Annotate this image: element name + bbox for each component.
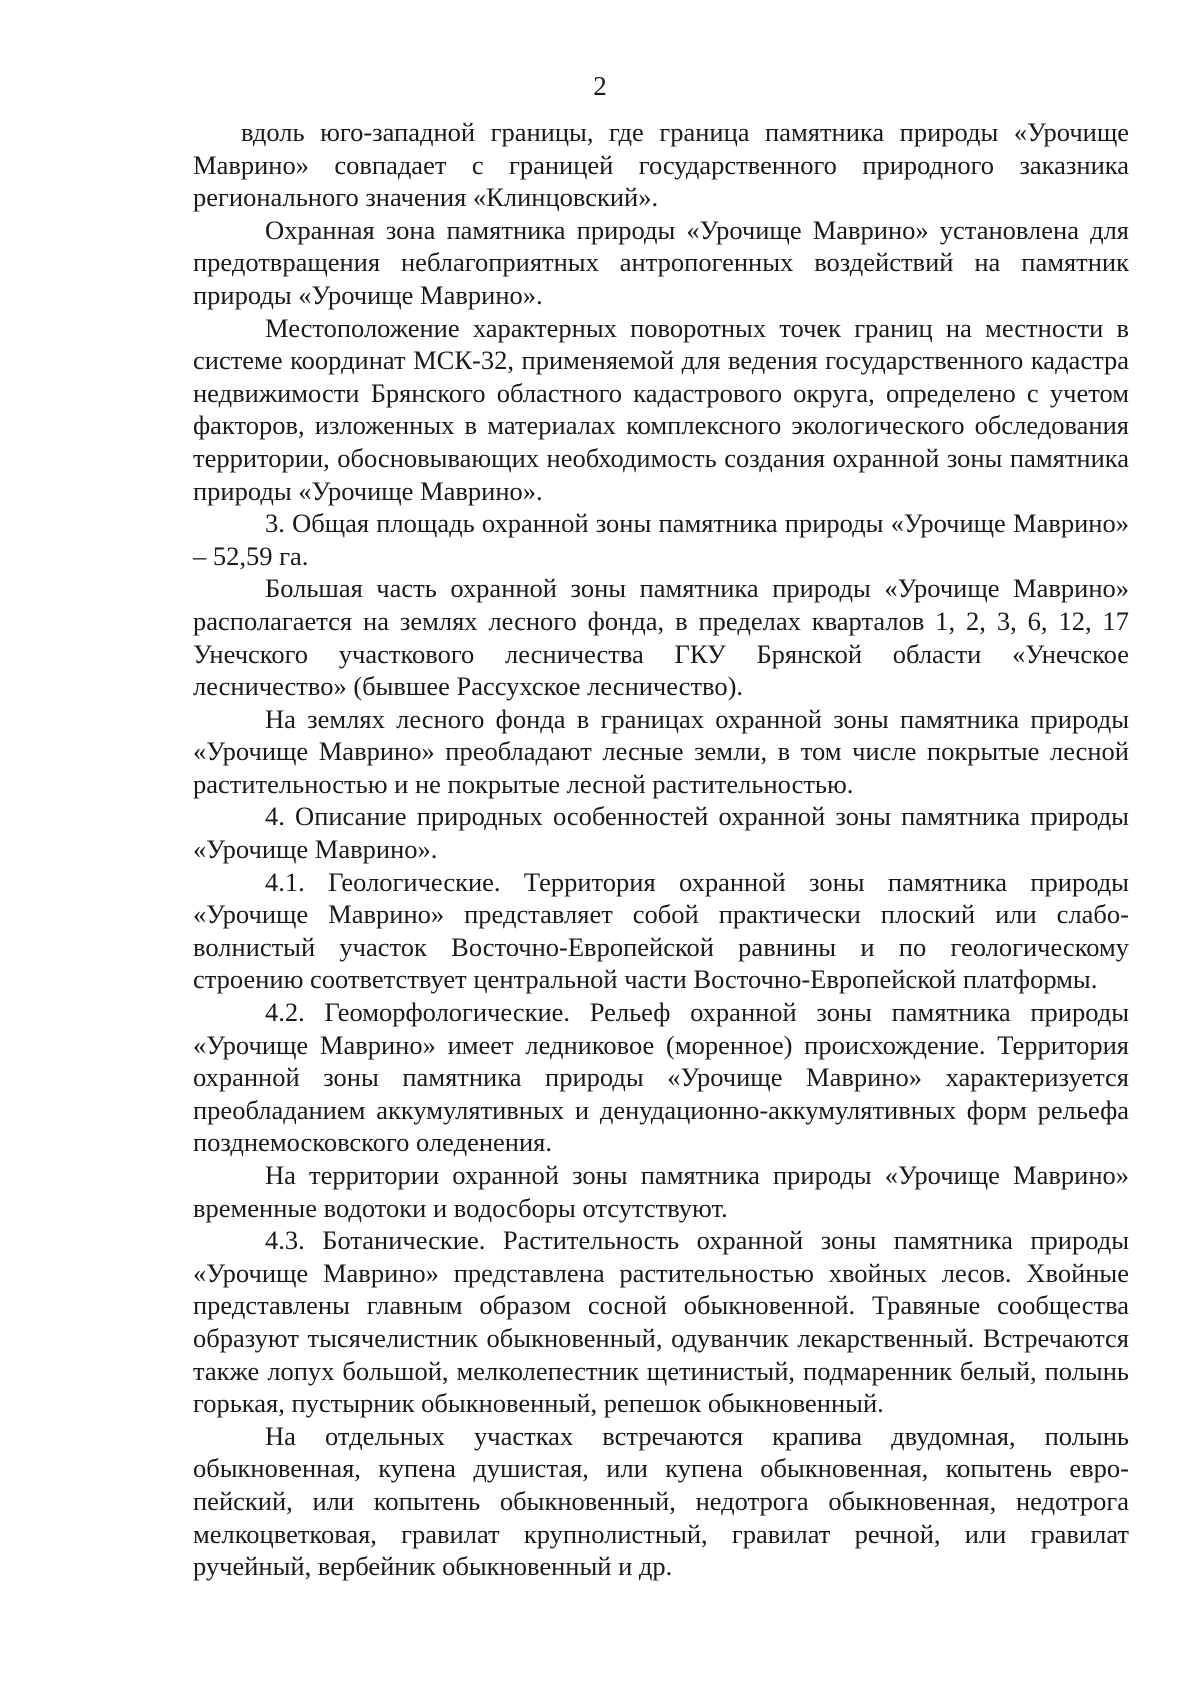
paragraph-geological: 4.1. Геологические. Территория охранной зоны памятника природы «Урочище Маврино» представляет собой практически плоский или слабоволнистый участок Восточно-Европейской равнины и по геологическому строению соответствует центральной части Восточно-Европейской платформы. [193,866,1129,995]
paragraph-forest-fund: Большая часть охранной зоны памятника природы «Урочище Маврино» располагается на землях лесного фонда, в пределах кварталов 1, 2, 3, 6, 12, 17 Унечского участкового лесничества ГКУ Брянской области «Унечское лесничество» (бывшее Рассухское лесничество). [193,573,1129,702]
paragraph-geomorphological: 4.2. Геоморфологические. Рельеф охранной зоны памятника природы «Урочище Маврино» имеет ледниковое (моренное) происхождение. Территория охранной зоны памятника природы «Урочище Маврино» характеризуется преобладанием аккумулятивных и денудационно-аккумулятивных форм рельефа позднемосковского оледенения. [193,997,1129,1158]
paragraph-natural-features-heading: 4. Описание природных особенностей охранной зоны памятника природы «Урочище Маврино». [193,801,1129,865]
paragraph-watercourses: На территории охранной зоны памятника природы «Урочище Маврино» временные водотоки и водосборы отсутствуют. [193,1160,1129,1223]
paragraph-botanical: 4.3. Ботанические. Растительность охранной зоны памятника природы «Урочище Маврино» представлена растительностью хвойных лесов. Хвойные представлены главным образом сосной обыкновенной. Травяные сообщества образуют тысячелистник обыкновенный, одуванчик лекарственный. Встречаются также лопух большой, мелколепестник щетинистый, подмаренник белый, полынь горькая, пустырник обыкновенный, репешок обыкновенный. [193,1225,1129,1419]
page-number: 2 [593,71,607,101]
paragraph-forest-lands: На землях лесного фонда в границах охранной зоны памятника природы «Урочище Маврино» преобладают лесные земли, в том числе покрытые лесной растительностью и не покрытые лесной растительностью. [193,703,1129,799]
paragraph-continuation: вдоль юго-западной границы, где граница памятника природы «Урочище Маврино» совпадает с границей государственного природного заказника регионального значения «Клинцовский». [193,117,1129,213]
document-body [193,116,1129,1583]
paragraph-coordinates: Местоположение характерных поворотных точек границ на местности в системе координат МСК-32, применяемой для ведения государственного кадастра недвижимости Брянского областного кадастрового округа, определено с учетом факторов, изложенных в материалах комплексного экологического обследования территории, обосновывающих необходимость создания охранной зоны памятника природы «Урочище Маврино». [193,312,1129,506]
paragraph-plant-species: На отдельных участках встречаются крапива двудомная, полынь обыкновенная, купена душистая, или купена обыкновенная, копытень европейский, или копытень обыкновенный, недотрога обыкновенная, недотрога мелкоцветковая, гравилат крупнолистный, гравилат речной, или гравилат ручейный, вербейник обыкновенный и др. [193,1420,1129,1582]
paragraph-protection-zone: Охранная зона памятника природы «Урочище Маврино» установлена для предотвращения неблагоприятных антропогенных воздействий на памятник природы «Урочище Маврино». [193,214,1129,310]
paragraph-total-area: 3. Общая площадь охранной зоны памятника природы «Урочище Маврино» – 52,59 га. [193,508,1129,571]
